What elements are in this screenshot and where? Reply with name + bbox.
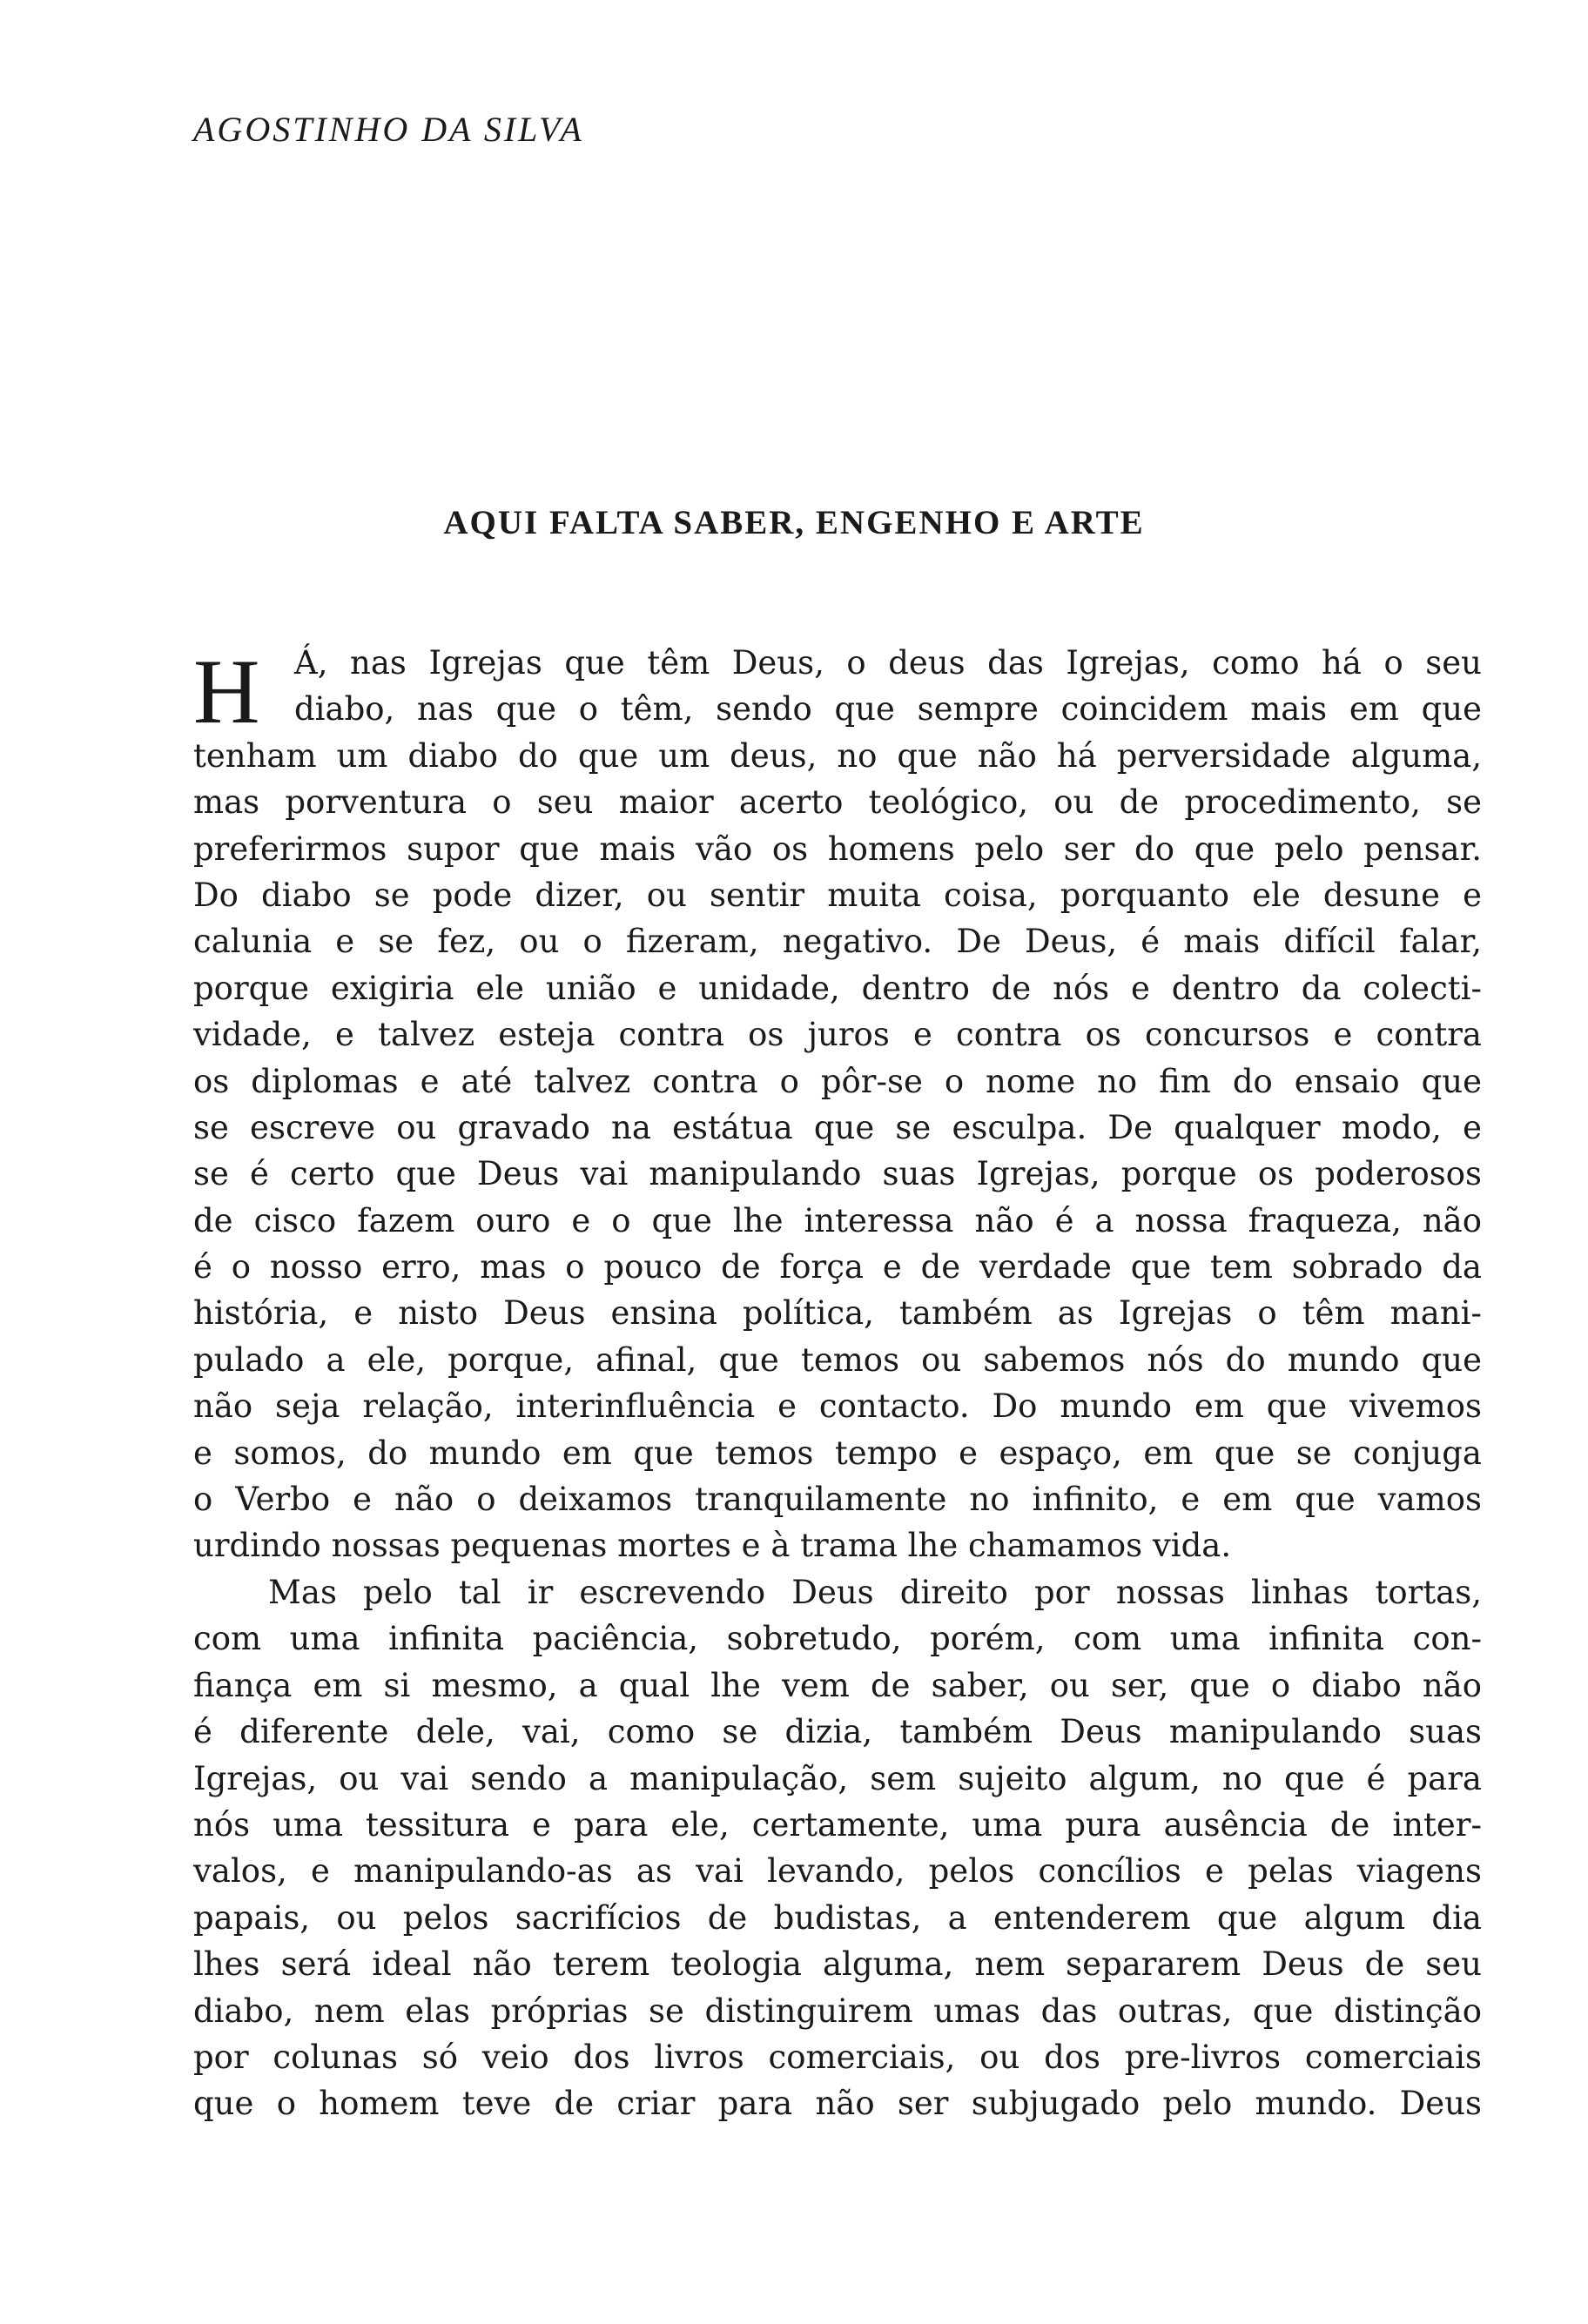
paragraph-line: diabo, nem elas próprias se distinguirem umas das outras, que distinção — [193, 1992, 1482, 2030]
paragraph-line: que o homem teve de criar para não ser subjugado pelo mundo. Deus — [193, 2085, 1482, 2123]
paragraph-line: preferirmos supor que mais vão os homens pelo ser do que pelo pensar. — [193, 830, 1482, 868]
paragraph-line: diabo, nas que o têm, sendo que sempre coincidem mais em que — [294, 690, 1482, 729]
paragraph-line: não seja relação, interinfluência e contacto. Do mundo em que vivemos — [193, 1387, 1482, 1426]
paragraph-line: de cisco fazem ouro e o que lhe interessa não é a nossa fraqueza, não — [193, 1201, 1482, 1239]
paragraph-line: lhes será ideal não terem teologia alguma, nem separarem Deus de seu — [193, 1945, 1482, 1984]
paragraph-line: vidade, e talvez esteja contra os juros e contra os concursos e contra — [193, 1016, 1482, 1054]
paragraph-line: mas porventura o seu maior acerto teológico, ou de procedimento, se — [193, 783, 1482, 822]
essay-title: AQUI FALTA SABER, ENGENHO E ARTE — [443, 504, 1145, 541]
paragraph-line: o Verbo e não o deixamos tranquilamente no infinito, e em que vamos — [193, 1481, 1482, 1519]
paragraph-line: é diferente dele, vai, como se dizia, também Deus manipulando suas — [193, 1713, 1482, 1751]
paragraph-line: nós uma tessitura e para ele, certamente, uma pura ausência de inter- — [193, 1805, 1482, 1844]
paragraph-line: papais, ou pelos sacrifícios de budistas, a entenderem que algum dia — [193, 1898, 1482, 1937]
paragraph-1 — [193, 640, 1482, 1569]
paragraph-2 — [193, 1569, 1482, 2127]
paragraph-line: é o nosso erro, mas o pouco de força e de verdade que tem sobrado da — [193, 1248, 1482, 1286]
paragraph-line: pulado a ele, porque, afinal, que temos ou sabemos nós do mundo que — [193, 1340, 1482, 1379]
paragraph-line: urdindo nossas pequenas mortes e à trama lhe chamamos vida. — [193, 1527, 1232, 1565]
paragraph-line: se é certo que Deus vai manipulando suas Igrejas, porque os poderosos — [193, 1155, 1482, 1193]
paragraph-line: e somos, do mundo em que temos tempo e espaço, em que se conjuga — [193, 1434, 1482, 1472]
paragraph-line: Do diabo se pode dizer, ou sentir muita coisa, porquanto ele desune e — [193, 876, 1482, 914]
paragraph-line: Mas pelo tal ir escrevendo Deus direito por nossas linhas tortas, — [268, 1574, 1482, 1611]
paragraph-line: os diplomas e até talvez contra o pôr-se o nome no fim do ensaio que — [193, 1062, 1482, 1100]
drop-cap-letter: H — [193, 641, 260, 742]
paragraph-line: porque exigiria ele união e unidade, dentro de nós e dentro da colecti- — [193, 969, 1482, 1007]
paragraph-line: fiança em si mesmo, a qual lhe vem de saber, ou ser, que o diabo não — [193, 1666, 1482, 1704]
paragraph-line: tenham um diabo do que um deus, no que não há perversidade alguma, — [193, 736, 1482, 775]
paragraph-line: calunia e se fez, ou o fizeram, negativo. De Deus, é mais difícil falar, — [193, 923, 1482, 961]
paragraph-line: história, e nisto Deus ensina política, também as Igrejas o têm mani- — [193, 1294, 1482, 1333]
paragraph-line: Á, nas Igrejas que têm Deus, o deus das Igrejas, como há o seu — [294, 644, 1482, 682]
paragraph-line: Igrejas, ou vai sendo a manipulação, sem sujeito algum, no que é para — [193, 1759, 1482, 1797]
running-head-author: AGOSTINHO DA SILVA — [193, 110, 584, 149]
paragraph-line: por colunas só veio dos livros comerciais, ou dos pre-livros comerciais — [193, 2038, 1482, 2076]
paragraph-line: se escreve ou gravado na estátua que se esculpa. De qualquer modo, e — [193, 1108, 1482, 1146]
paragraph-line: com uma infinita paciência, sobretudo, porém, com uma infinita con- — [193, 1620, 1482, 1658]
paragraph-line: valos, e manipulando-as as vai levando, pelos concílios e pelas viagens — [193, 1852, 1482, 1891]
